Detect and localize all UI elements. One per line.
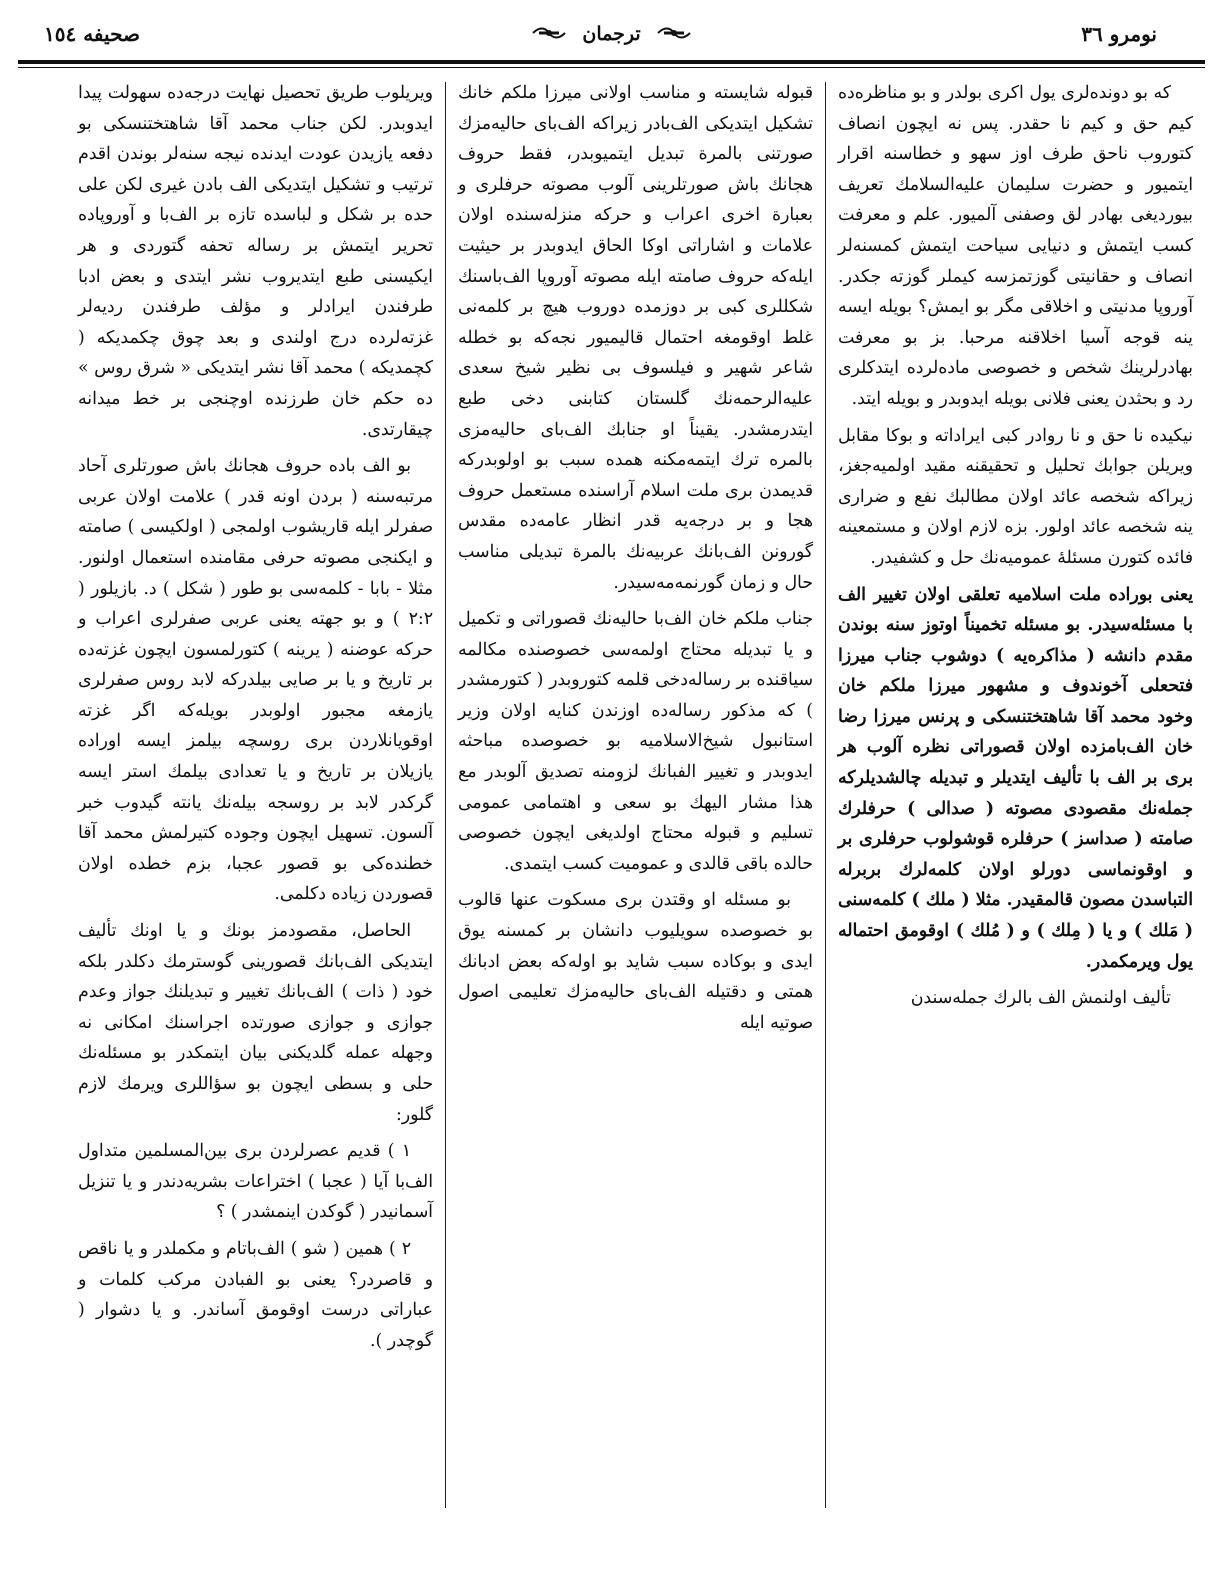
- paragraph: بو الف باده حروف هجانك باش صورتلری آحاد مرتبه‌سنه ( بردن اونه قدر ) علامت اولان عربی صفرلر ايله قاريشوب اولمجی ( اولكيسی ) صامته و ايكنجی مصوته حرفی مقامنده استعمال اولنور. مثلا - بابا - كلمه‌سی بو طور ( شكل ) د. بازيلور ( ٢:٢ ) و بو جهته يعنی عربی صفرلری اعراب و حركه عوضنه ( يرينه ) كتورلمسون ايچون غزته‌ده بر تاريخ و يا بر صايی بيلدركه لابد روس صفرلری يازمغه مجبور اولوبدر بويله‌كه اگر غزته اوقويانلاردن بری روسچه بيلمز ايسه اوراده يازيلان بر تاريخ و يا تعدادی بيلمك استر ايسه گركدر لابد بر روسجه بيله‌نك يانته گيدوب خبر آلسون. تسهيل ايچون وجوده كتيرلمش محمد آقا خطنده‌كی بو قصور عجبا، بزم خطده اولان قصوردن زياده دكلمی.: [78, 456, 433, 905]
- column-left: [66, 78, 445, 1518]
- header-rule-thick: [18, 60, 1205, 64]
- issue-number: نومرو ٣٦: [1081, 22, 1157, 46]
- paragraph: نيكيده نا حق و نا روادر كبی ايراداته و بوكا مقابل ويريلن جوابك تحليل و تحقيقنه مقيد اولميه‌جغز، زيراكه شخصه عائد اولان مطالبك نفع و ضراری ينه شخصه عائد اولور. بزه لازم اولان و مستمعينه فائده كتورن مسئلهٔ عموميه‌نك حل و كشفيدر.: [838, 425, 1193, 568]
- paragraph: ١ ) قديم عصرلردن بری بين‌المسلمين متداول الف‌با آيا ( عجبا ) اختراعات بشريه‌دندر و يا تنزيل آسمانيدر ( گوكدن اينمشدر ) ؟: [78, 1141, 433, 1223]
- paragraph: ويريلوب طريق تحصيل نهايت درجه‌ده سهولت پيدا ايدوبدر. لكن جناب محمد آقا شاهتختنسكی بو دفعه يازيدن عودت ايدنده نيجه سنه‌لر بوندن اقدم ترتيب و تشكيل ايتديكی الف بادن غيری لكن علی حده بر شكل و لباسده تازه بر الف‌با و آوروپاده تحرير ايتمش بر رساله تحفه گتوردی و هر ايكيسنی طبع ايتديروب نشر ايتدی و بعض ادبا طرفندن ايرادلر و مؤلف طرفندن رديه‌لر غزته‌لرده درج اولندی و بعد چوق چكمديكه ( كچمديكه ) محمد آقا نشر ايتديكی « شرق روس » ده حكم خان طرزنده اوچنجی بر خط ميدانه چيقارتدی.: [78, 83, 433, 440]
- article-columns: [18, 78, 1205, 1518]
- header-rule-thin: [18, 67, 1205, 68]
- paragraph: تأليف اولنمش الف بالرك جمله‌سندن: [910, 988, 1171, 1009]
- paragraph: كه بو دونده‌لری يول اكری بولدر و بو مناظره‌ده كيم حق و كيم نا حقدر. پس نه ايچون انصاف كتوروب ناحق طرف اوز سهو و خطاسنه اقرار ايتميور و حضرت سليمان عليه‌السلامك تعريف بيورديغی بهادر لق وصفنی آلميور. علم و معرفت كسب ايتمش و دنيايی سياحت ايتمش كمسنه‌لر انصاف و حقانيتی گوزتمزسه كيملر گوزته جكدر. آوروپا مدنيتی و اخلاقی مگر بو ايمش؟ بويله ايسه ينه قوجه آسيا اخلاقنه مرحبا. بز بو معرفت بهادرلرينك شخص و خصوصی ماده‌لرده ايتدكلری رد و بحثدن يعنی فلانی بويله ايدوبدر و بويله ايتد.: [838, 83, 1193, 409]
- paragraph: يعنی بوراده ملت اسلاميه تعلقی اولان تغيير الف با مسئله‌سيدر. بو مسئله تخميناً اوتوز سنه بوندن مقدم دانشه ( مذاكره‌يه ) دوشوب جناب ميرزا فتحعلی آخوندوف و مشهور ميرزا ملكم خان وخود محمد آقا شاهتختنسكی و پرنس ميرزا رضا خان الف‌بامزده اولان قصوراتی نظره آلوب هر بری بر الف با تأليف ايتديلر و تبديله چالشديلركه جمله‌نك مقصودی مصوته ( صدالی ) حرفلرك صامته ( صداسز ) حرفلره قوشولوب حرفلری بر و اوقونماسی دورلو اولان كلمه‌لرك بربرله التباسدن مصون قالمقيدر. مثلا ( ملك ) كلمه‌سنی ( مَلك ) و يا ( مِلك ) و ( مُلك ) اوقومق احتماله يول ويرمكمدر.: [838, 584, 1193, 972]
- paragraph: ٢ ) همين ( شو ) الف‌باتام و مكملدر و يا ناقص و قاصردر؟ يعنی بو الفبادن مركب كلمات و عباراتی درست اوقومق آساندر. و يا دشوار ( گوچدر ).: [78, 1238, 433, 1351]
- paragraph: الحاصل، مقصودمز بونك و يا اونك تأليف ايتديكی الف‌بانك قصورينی گوسترمك دكلدر بلكه خود ( ذات ) الف‌بانك تغيير و تبديلنك جواز وعدم جوازی و جوازی صورتده اجراسنك امكانی نه وجهله عمله گلديكنی بيان ايتمكدر بو مسئله‌نك حلی و بسطی ايچون بو سؤاللری ويرمك لازم گلور:: [78, 921, 433, 1125]
- paragraph: قبوله شايسته و مناسب اولانی ميرزا ملكم خانك تشكيل ايتديكی الف‌بادر زيراكه الف‌بای حاليه‌مزك صورتنی بالمرة تبديل ايتميوبدر، فقط حروف هجانك باش صورتلرينی آلوب مصوته حرفلری و بعبارة اخری اعراب و حركه منزله‌سنده اولان علامات و اشاراتی اوكا الحاق ايدوبدر بر حيثيت ايله‌كه حروف صامته ايله مصوته آوروپا الف‌باسنك شكللری كبی بر دوزمده دوروب هيچ بر كلمه‌نی غلط اوقومغه احتمال قاليميور نجه‌كه بو خطله شاعر شهير و فيلسوف بی نظير شيخ سعدی عليه‌الرحمه‌نك گلستان كتابنی دخی طبع ايتدرمشدر. يقيناً او جنابك الف‌بای حاليه‌مزی بالمره ترك ايتمه‌مكنه همده سبب بو اولوبدركه قديمدن بری ملت اسلام آراسنده مستعمل حروف هجا و بر درجه‌يه قدر انظار عامه‌ده مقدس گورونن الف‌بانك عربيه‌نك بالمرة تبديلی مناسب حال و زمان گورنمه‌مه‌سيدر.: [458, 83, 813, 593]
- column-middle: [446, 78, 825, 1518]
- paragraph: جناب ملكم خان الف‌با حاليه‌نك قصوراتی و تكميل و يا تبديله محتاج اولمه‌سی خصوصنده مكالمه سياقنده بر رساله‌دخی قلمه كتوروبدر ( كتورمشدر ) كه مذكور رساله‌ده اوزندن كنايه اولان وزير استانبول شيخ‌الاسلاميه بو خصوصده مباحثه ايدوبدر و تغيير الفبانك لزومنه تصديق آلوبدر مع هذا مشار اليهك بو سعی و اهتمامی عمومی تسليم و قبوله محتاج اولديغی ايچون خصوصی حالده باقی قالدی و عموميت كسب ايتمدی.: [458, 609, 813, 874]
- masthead: [18, 20, 1205, 46]
- left-ornament-icon: [656, 22, 692, 46]
- page-header: [18, 18, 1205, 60]
- column-right: [826, 78, 1205, 1518]
- right-ornament-icon: [531, 22, 567, 46]
- paragraph: بو مسئله او وقتدن بری مسكوت عنها قالوب بو خصوصده سويليوب دانشان بر كمسنه يوق ايدی و بوكاده سبب شايد بو اوله‌كه بعض ادبانك همتی و دقتيله الف‌بای حاليه‌مزك تعليمی اصول صوتيه ايله: [458, 890, 813, 1033]
- page-number: صحيفه ١٥٤: [44, 22, 140, 46]
- newspaper-title: ترجمان: [582, 22, 641, 45]
